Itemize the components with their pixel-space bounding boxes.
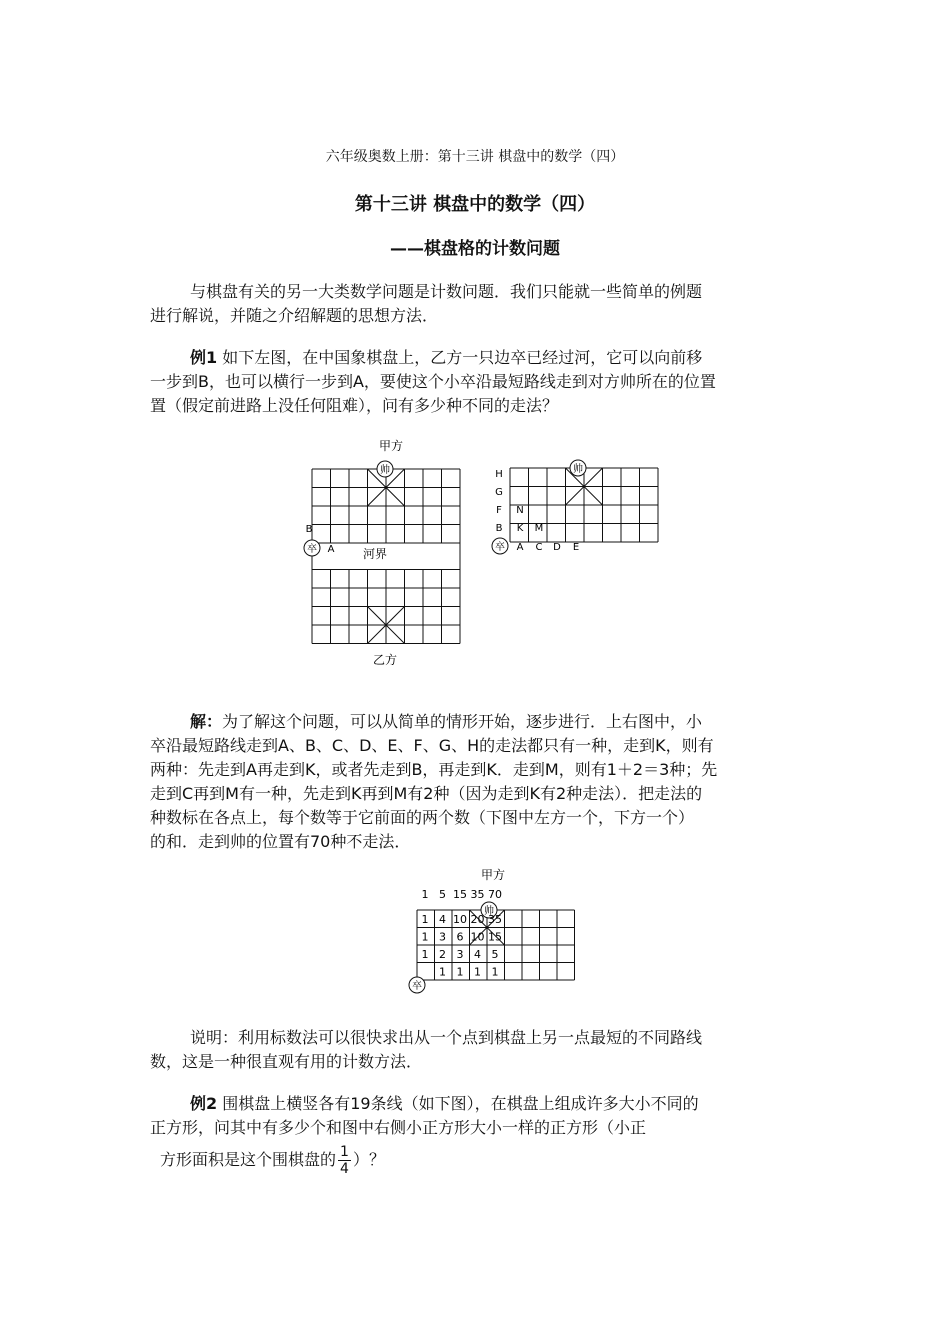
cell-count: 4: [474, 948, 481, 961]
label-k: K: [516, 523, 524, 534]
cell-count: 3: [456, 948, 464, 961]
top-row-count: 35: [470, 888, 485, 901]
shuai-piece: 帅: [380, 465, 390, 476]
cell-count: 1: [421, 930, 429, 944]
top-row-count: 5: [439, 888, 446, 901]
label-e: E: [572, 542, 580, 553]
chess-board-figure: [295, 432, 480, 672]
label-m: M: [534, 523, 544, 534]
zu-piece-3: 卒: [412, 981, 422, 992]
top-row-count: 70: [488, 888, 502, 901]
label-d: D: [553, 542, 561, 553]
cell-count: 1: [439, 965, 446, 979]
example-1-label: 例1: [190, 348, 218, 367]
counted-board-figure: [405, 865, 580, 1000]
top-row-count: 1: [421, 888, 429, 901]
cell-count: 10: [470, 930, 485, 944]
page-header: 六年级奥数上册：第十三讲 棋盘中的数学（四）: [325, 149, 625, 165]
river-label: 河界: [362, 547, 388, 561]
shuai-piece-3: 帅: [484, 906, 494, 917]
lesson-subtitle: ——棋盘格的计数问题: [390, 239, 560, 259]
label-g: G: [495, 487, 503, 498]
label-c: C: [535, 542, 543, 553]
cell-count: 20: [470, 913, 485, 926]
cell-count: 3: [439, 930, 446, 944]
label-a: A: [516, 542, 524, 553]
fig3-top-label: 甲方: [480, 868, 506, 882]
solution-paragraph: 解：为了解这个问题，可以从简单的情形开始，逐步进行．上右图中，小 卒沿最短路线走到A、B、C、D、E、F、G、H的走法都只有一种，走到K，则有 两种：先走到A再走到K，或者先走到B，再走到K．走到M，则有1＋2＝3种；先 走到C再到M有一种，先走到K再到M有2种（因为走到K有2种走法）．把走法的 种数标在各点上，每个数等于它前面的两个数（下图中左方一个，下方一个） 的和．走到帅的位置有70种不走法．: [150, 712, 718, 851]
shuai-piece-2: 帅: [573, 464, 583, 475]
one-quarter-fraction: $\frac{1}{4}$: [340, 1144, 349, 1177]
path-board-figure: [490, 455, 660, 565]
example-2-label: 例2: [190, 1094, 218, 1113]
cell-count: 1: [491, 965, 499, 979]
cell-count: 6: [456, 930, 464, 944]
zu-piece: 卒: [307, 544, 317, 555]
point-a-label: A: [327, 544, 335, 555]
label-f: F: [496, 505, 502, 516]
cell-count: 1: [421, 913, 429, 926]
cell-count: 35: [488, 913, 502, 926]
point-b-label: B: [305, 524, 313, 535]
cell-count: 4: [439, 913, 446, 926]
cell-count: 15: [488, 930, 502, 944]
label-h: H: [495, 469, 503, 480]
example-2: 例2 围棋盘上横竖各有19条线（如下图），在棋盘上组成许多大小不同的 正方形，问其中有多少个和图中右侧小正方形大小一样的正方形（小正 方形面积是这个围棋盘的 $\frac{1}{4}$ ）？: [150, 1094, 699, 1177]
cell-count: 1: [474, 965, 481, 979]
example-1: 例1 如下左图，在中国象棋盘上，乙方一只边卒已经过河，它可以向前移 一步到B，也可以横行一步到A，要使这个小卒沿最短路线走到对方帅所在的位置 置（假定前进路上没任何阻难），问有多少种不同的走法？: [150, 348, 716, 415]
top-row-count: 15: [453, 888, 467, 901]
zu-piece-2: 卒: [495, 542, 505, 553]
cell-count: 1: [456, 965, 464, 979]
fig1-bottom-label: 乙方: [372, 653, 398, 667]
fig1-top-label: 甲方: [378, 439, 404, 453]
cell-count: 5: [491, 948, 499, 961]
intro-paragraph: 与棋盘有关的另一大类数学问题是计数问题．我们只能就一些简单的例题 进行解说，并随之介绍解题的思想方法．: [150, 282, 703, 325]
label-n: N: [516, 505, 524, 516]
solution-label: 解：: [190, 712, 223, 731]
cell-count: 10: [453, 913, 467, 926]
label-b: B: [495, 523, 503, 534]
cell-count: 1: [421, 948, 429, 961]
lesson-title: 第十三讲 棋盘中的数学（四）: [354, 194, 596, 215]
note-paragraph: 说明：利用标数法可以很快求出从一个点到棋盘上另一点最短的不同路线 数，这是一种很直观有用的计数方法．: [150, 1028, 703, 1071]
cell-count: 2: [439, 948, 446, 961]
